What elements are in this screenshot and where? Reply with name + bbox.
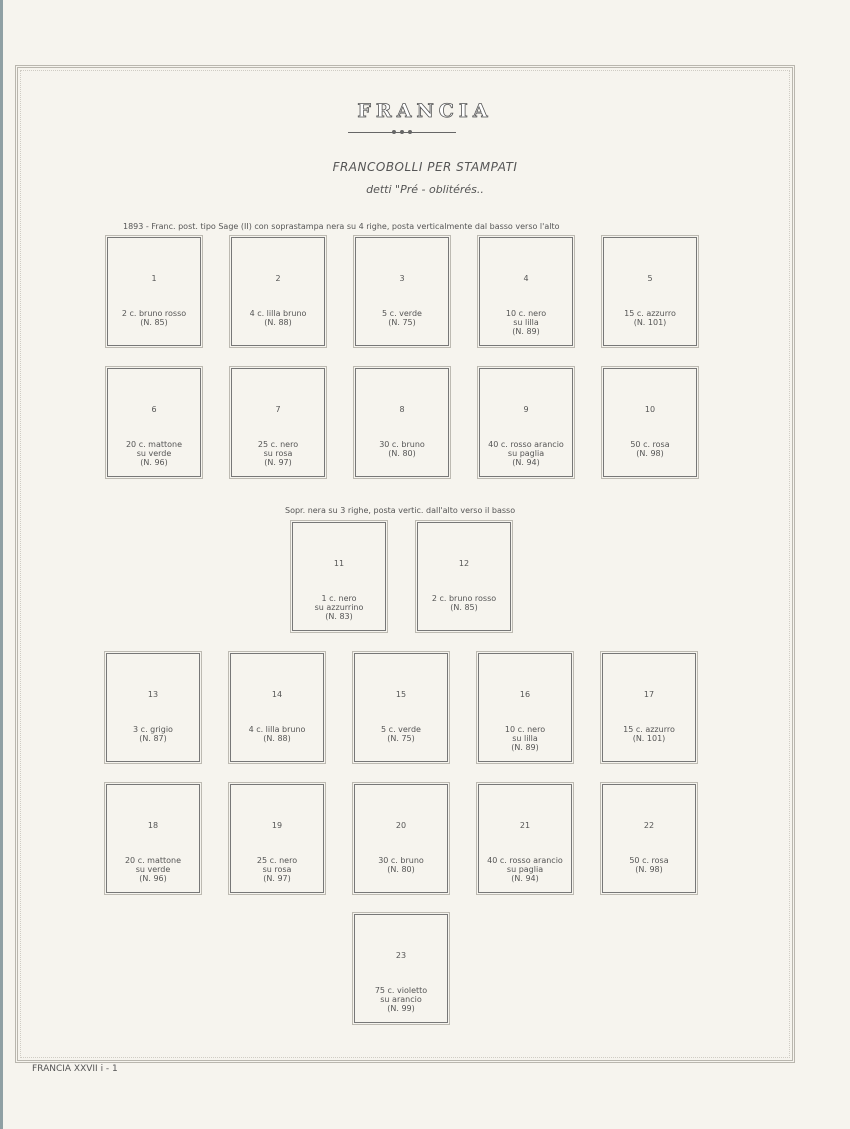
stamp-box bbox=[478, 784, 572, 893]
stamp-desc-line: (N. 99) bbox=[387, 1004, 415, 1013]
stamp-desc-line: (N. 75) bbox=[387, 734, 415, 743]
stamp-desc-line: su paglia bbox=[506, 865, 544, 874]
stamp-desc-line: (N. 94) bbox=[512, 458, 540, 467]
stamp-description bbox=[108, 309, 200, 327]
stamp-number: 4 bbox=[523, 274, 529, 283]
stamp-desc-line: (N. 101) bbox=[633, 318, 667, 327]
stamp-description bbox=[418, 594, 510, 612]
stamp-number: 17 bbox=[643, 690, 655, 699]
stamp-desc-line: (N. 98) bbox=[635, 865, 663, 874]
stamp-desc-line: 50 c. rosa bbox=[630, 440, 670, 449]
stamp-desc-line: 30 c. bruno bbox=[378, 856, 424, 865]
stamp-description bbox=[231, 725, 323, 743]
stamp-desc-line: (N. 94) bbox=[511, 874, 539, 883]
stamp-description bbox=[479, 725, 571, 752]
stamp-box bbox=[107, 237, 201, 346]
stamp-number: 10 bbox=[644, 405, 656, 414]
section-2-caption: Sopr. nera su 3 righe, posta vertic. dall'alto verso il basso bbox=[285, 506, 516, 515]
stamp-desc-line: 1 c. nero bbox=[321, 594, 357, 603]
stamp-description bbox=[355, 856, 447, 874]
stamp-desc-line: 10 c. nero bbox=[505, 309, 547, 318]
stamp-box bbox=[355, 368, 449, 477]
stamp-desc-line: su verde bbox=[135, 865, 171, 874]
stamp-description bbox=[479, 856, 571, 883]
stamp-desc-line: 75 c. violetto bbox=[374, 986, 428, 995]
stamp-desc-line: su azzurrino bbox=[314, 603, 364, 612]
stamp-desc-line: su rosa bbox=[263, 449, 293, 458]
stamp-box bbox=[479, 237, 573, 346]
stamp-number: 16 bbox=[519, 690, 531, 699]
stamp-number: 20 bbox=[395, 821, 407, 830]
stamp-number: 15 bbox=[395, 690, 407, 699]
stamp-desc-line: su rosa bbox=[262, 865, 292, 874]
stamp-number: 23 bbox=[395, 951, 407, 960]
stamp-number: 12 bbox=[458, 559, 470, 568]
stamp-desc-line: 2 c. bruno rosso bbox=[121, 309, 187, 318]
stamp-description bbox=[355, 986, 447, 1013]
page-footer: FRANCIA XXVII i - 1 bbox=[32, 1064, 118, 1074]
stamp-description bbox=[355, 725, 447, 743]
stamp-description bbox=[480, 309, 572, 336]
stamp-desc-line: 4 c. lilla bruno bbox=[249, 309, 307, 318]
stamp-desc-line: su arancio bbox=[380, 995, 422, 1004]
stamp-description bbox=[108, 440, 200, 467]
stamp-desc-line: 5 c. verde bbox=[381, 725, 421, 734]
stamp-box bbox=[479, 368, 573, 477]
stamp-desc-line: (N. 85) bbox=[450, 603, 478, 612]
stamp-desc-line: 40 c. rosso arancio bbox=[487, 856, 563, 865]
stamp-desc-line: su paglia bbox=[507, 449, 545, 458]
stamp-desc-line: (N. 89) bbox=[511, 743, 539, 752]
stamp-number: 19 bbox=[271, 821, 283, 830]
stamp-box bbox=[478, 653, 572, 762]
stamp-description bbox=[356, 440, 448, 458]
stamp-number: 13 bbox=[147, 690, 159, 699]
stamp-desc-line: 5 c. verde bbox=[382, 309, 422, 318]
stamp-desc-line: su lilla bbox=[512, 734, 538, 743]
stamp-desc-line: 20 c. mattone bbox=[125, 440, 183, 449]
stamp-box bbox=[230, 784, 324, 893]
stamp-number: 8 bbox=[399, 405, 405, 414]
stamp-number: 6 bbox=[151, 405, 157, 414]
stamp-desc-line: (N. 98) bbox=[636, 449, 664, 458]
stamp-desc-line: (N. 80) bbox=[388, 449, 416, 458]
stamp-box bbox=[106, 784, 200, 893]
stamp-desc-line: (N. 75) bbox=[388, 318, 416, 327]
page-title: FRANCIA bbox=[357, 100, 493, 122]
stamp-desc-line: 3 c. grigio bbox=[133, 725, 173, 734]
stamp-number: 14 bbox=[271, 690, 283, 699]
stamp-description bbox=[232, 440, 324, 467]
stamp-number: 7 bbox=[275, 405, 281, 414]
stamp-desc-line: su lilla bbox=[513, 318, 539, 327]
stamp-box bbox=[107, 368, 201, 477]
stamp-description bbox=[231, 856, 323, 883]
subtitle-line-2: detti "Pré - oblitérés.. bbox=[366, 183, 484, 196]
stamp-box bbox=[292, 522, 386, 631]
stamp-desc-line: (N. 80) bbox=[387, 865, 415, 874]
stamp-desc-line: 4 c. lilla bruno bbox=[248, 725, 306, 734]
stamp-box bbox=[417, 522, 511, 631]
stamp-box bbox=[354, 914, 448, 1023]
stamp-number: 21 bbox=[519, 821, 531, 830]
stamp-desc-line: 15 c. azzurro bbox=[624, 309, 676, 318]
stamp-description bbox=[107, 725, 199, 743]
stamp-description bbox=[604, 440, 696, 458]
stamp-desc-line: (N. 88) bbox=[264, 318, 292, 327]
stamp-box bbox=[354, 784, 448, 893]
stamp-desc-line: 10 c. nero bbox=[504, 725, 546, 734]
stamp-desc-line: 15 c. azzurro bbox=[623, 725, 675, 734]
stamp-desc-line: 2 c. bruno rosso bbox=[431, 594, 497, 603]
stamp-number: 5 bbox=[647, 274, 653, 283]
stamp-box bbox=[230, 653, 324, 762]
stamp-box bbox=[602, 784, 696, 893]
stamp-number: 3 bbox=[399, 274, 405, 283]
stamp-desc-line: (N. 89) bbox=[512, 327, 540, 336]
stamp-desc-line: 20 c. mattone bbox=[124, 856, 182, 865]
stamp-desc-line: 25 c. nero bbox=[257, 440, 299, 449]
stamp-desc-line: (N. 96) bbox=[139, 874, 167, 883]
stamp-desc-line: 40 c. rosso arancio bbox=[488, 440, 564, 449]
stamp-desc-line: 50 c. rosa bbox=[629, 856, 669, 865]
stamp-number: 1 bbox=[151, 274, 157, 283]
stamp-desc-line: (N. 87) bbox=[139, 734, 167, 743]
stamp-number: 18 bbox=[147, 821, 159, 830]
subtitle-line-1: FRANCOBOLLI PER STAMPATI bbox=[332, 160, 518, 174]
stamp-desc-line: 30 c. bruno bbox=[379, 440, 425, 449]
stamp-description bbox=[107, 856, 199, 883]
stamp-box bbox=[231, 368, 325, 477]
stamp-box bbox=[603, 368, 697, 477]
stamp-description bbox=[356, 309, 448, 327]
stamp-box bbox=[106, 653, 200, 762]
title-ornament bbox=[348, 130, 456, 136]
stamp-description bbox=[480, 440, 572, 467]
stamp-description bbox=[232, 309, 324, 327]
section-1-caption: 1893 - Franc. post. tipo Sage (II) con soprastampa nera su 4 righe, posta verticalmente dal basso verso l'alto bbox=[123, 222, 560, 231]
stamp-description bbox=[603, 856, 695, 874]
stamp-desc-line: (N. 101) bbox=[632, 734, 666, 743]
stamp-number: 2 bbox=[275, 274, 281, 283]
stamp-description bbox=[293, 594, 385, 621]
stamp-desc-line: (N. 83) bbox=[325, 612, 353, 621]
stamp-description bbox=[603, 725, 695, 743]
stamp-desc-line: (N. 97) bbox=[264, 458, 292, 467]
stamp-desc-line: (N. 88) bbox=[263, 734, 291, 743]
stamp-number: 22 bbox=[643, 821, 655, 830]
stamp-box bbox=[354, 653, 448, 762]
stamp-box bbox=[602, 653, 696, 762]
stamp-desc-line: (N. 97) bbox=[263, 874, 291, 883]
stamp-description bbox=[604, 309, 696, 327]
stamp-desc-line: (N. 96) bbox=[140, 458, 168, 467]
stamp-desc-line: su verde bbox=[136, 449, 172, 458]
stamp-box bbox=[355, 237, 449, 346]
stamp-box bbox=[231, 237, 325, 346]
stamp-number: 9 bbox=[523, 405, 529, 414]
stamp-box bbox=[603, 237, 697, 346]
stamp-desc-line: (N. 85) bbox=[140, 318, 168, 327]
stamp-desc-line: 25 c. nero bbox=[256, 856, 298, 865]
stamp-number: 11 bbox=[333, 559, 345, 568]
